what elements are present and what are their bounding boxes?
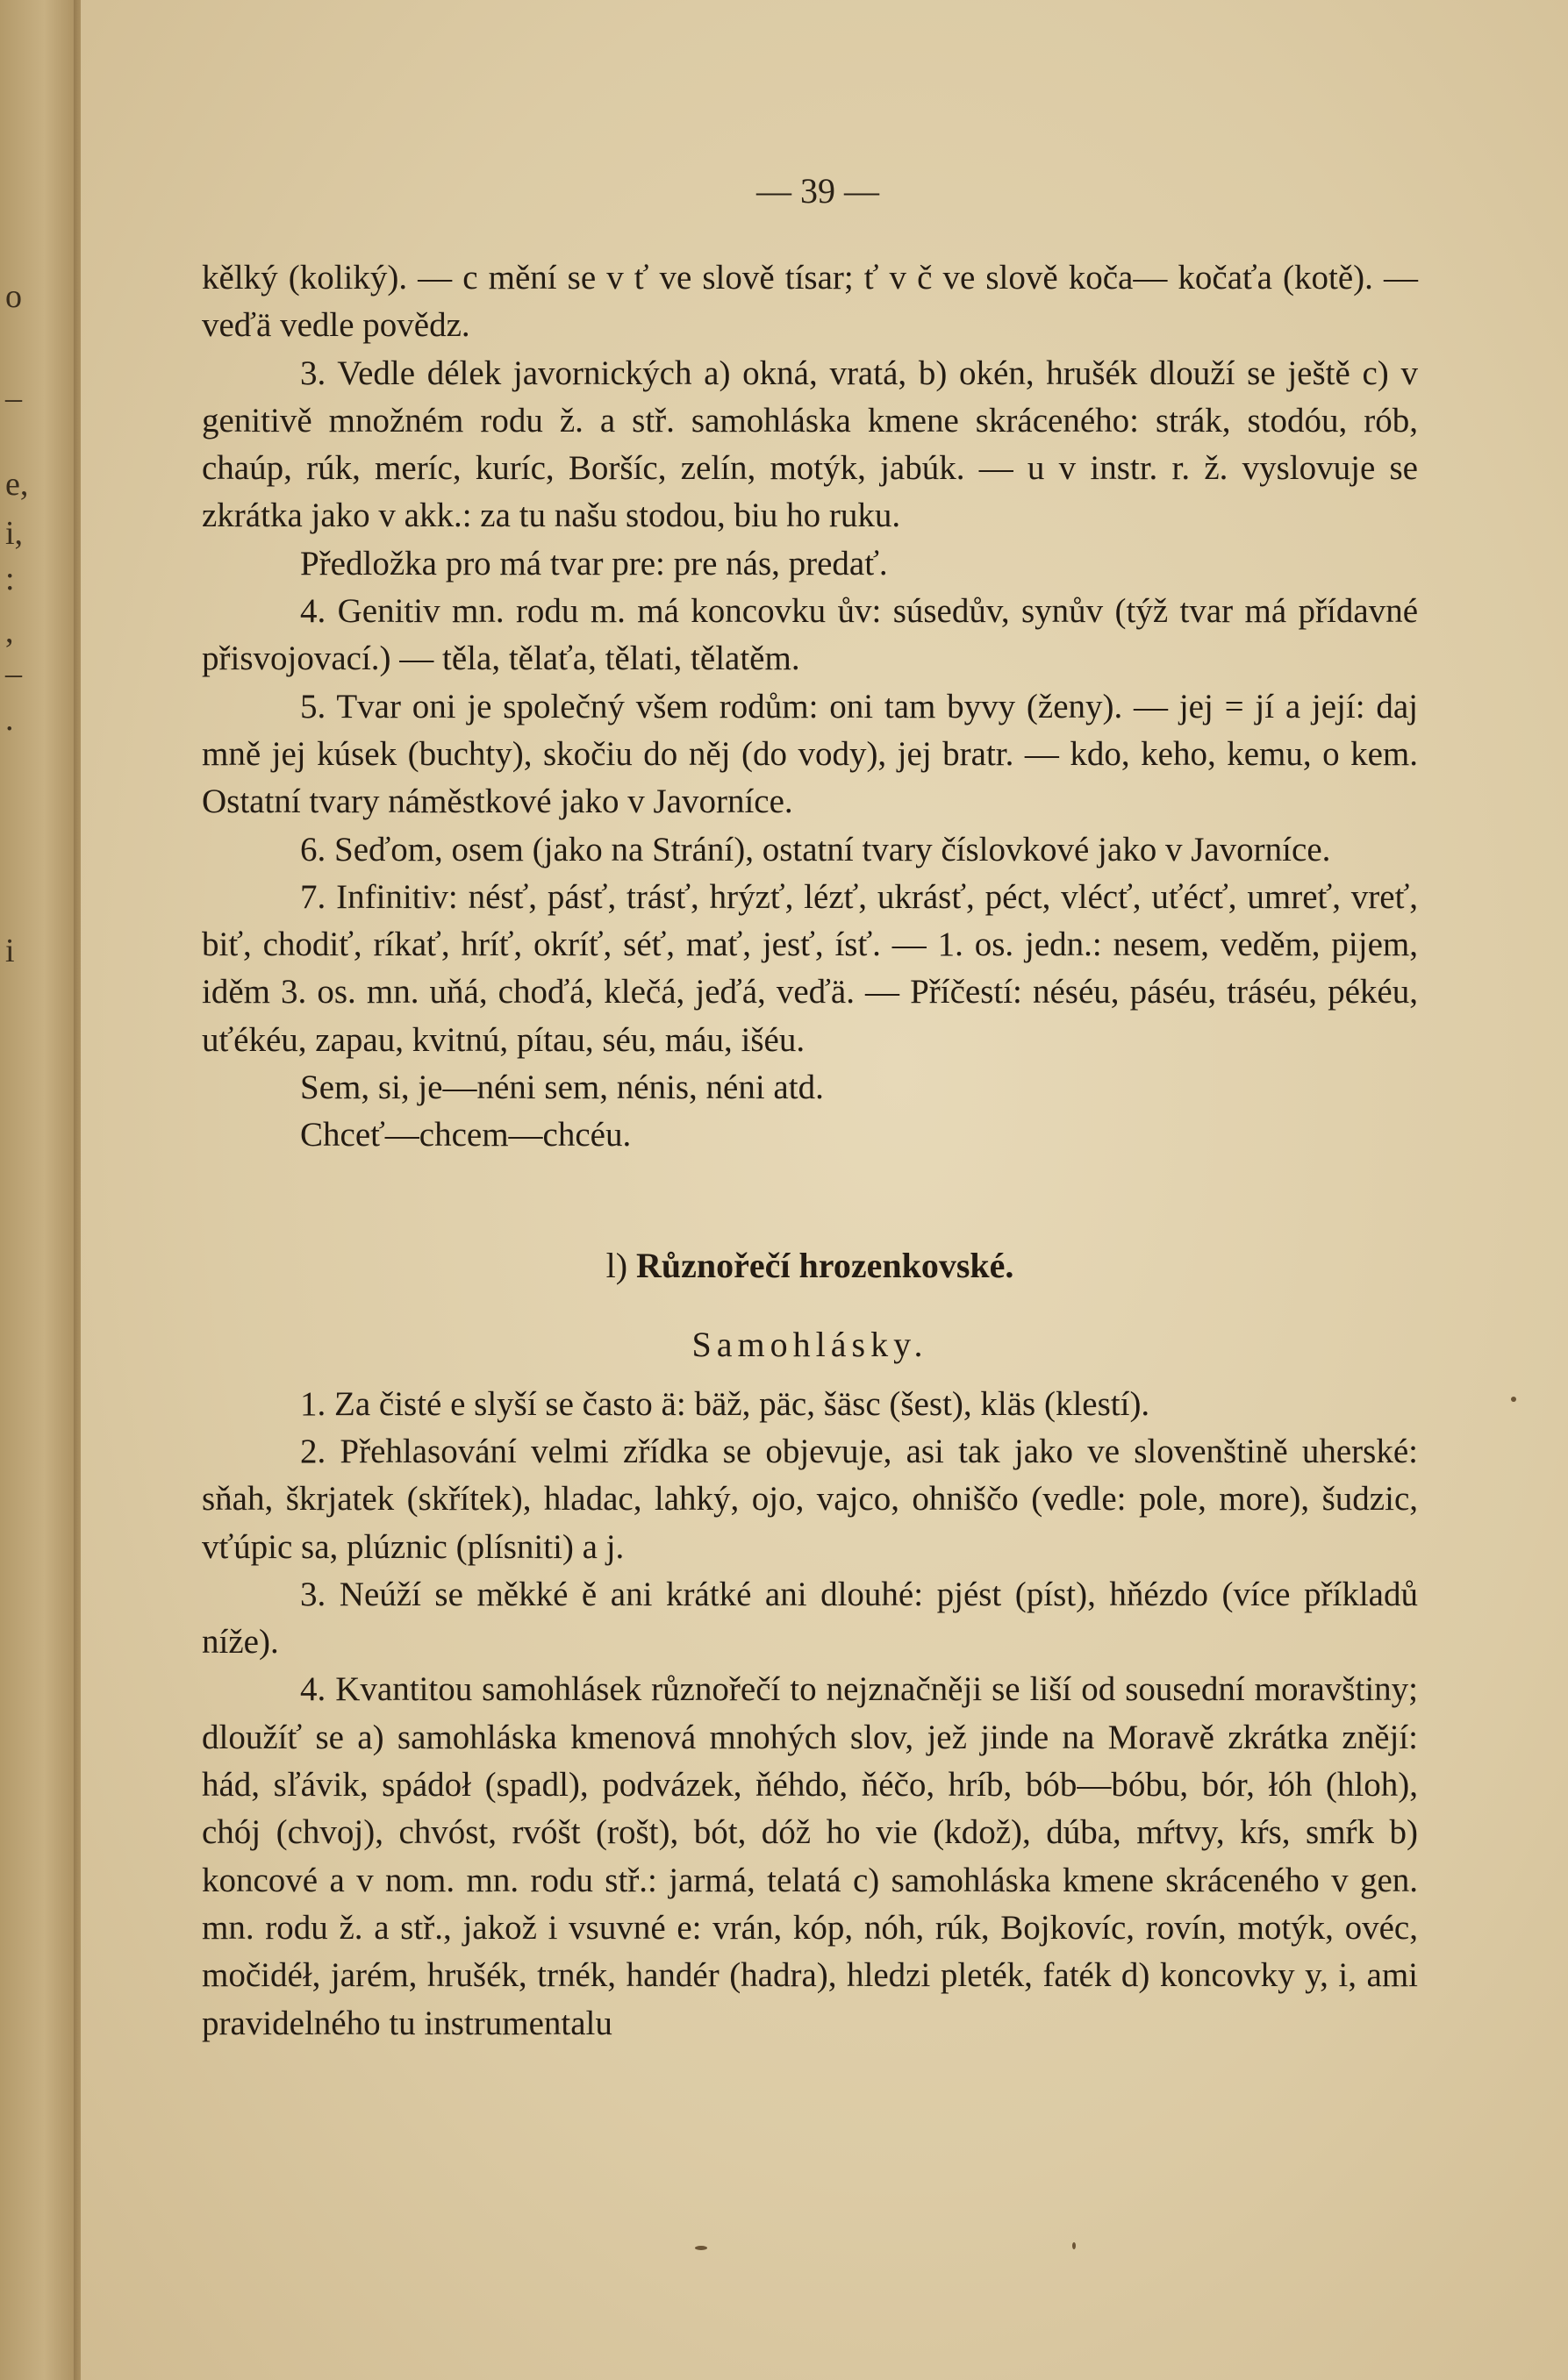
margin-fragment: i, (5, 515, 24, 552)
body-text (202, 254, 1418, 2048)
margin-fragment: i (5, 933, 15, 969)
paper-speck (1072, 2242, 1076, 2249)
section-heading (202, 1242, 1418, 1290)
book-page (81, 0, 1568, 2380)
margin-fragment: , (5, 613, 14, 650)
section-title: Různořečí hrozenkovské. (636, 1245, 1014, 1285)
paragraph: 4. Kvantitou samohlásek různořečí to nejznačněji se liší od sousední moravštiny; dloužíť se a) samohláska kmenová mnohých slov, jež jinde na Moravě zkrátka znějí: hád, sľávik, spádoł (spadl), podvázek, ňéhdo, ňéčo, hríb, bób—bóbu, bór, łóh (hloh), chój (chvoj), chvóst, rvóšt (rošt), bót, dóž ho vie (kdož), dúba, mŕtvy, kŕs, smŕk b) koncové a v nom. mn. rodu stř.: jarmá, telatá c) samohláska kmene skráceného v gen. mn. rodu ž. a stř., jakož i vsuvné e: vrán, kóp, nóh, rúk, Bojkovíc, rovín, motýk, ovéc, močidéł, jarém, hrušék, trnék, handér (hadra), hledzi pleték, faték d) koncovky y, i, ami pravidelného tu instrumentalu (202, 1670, 1418, 2042)
margin-fragment: . (5, 701, 14, 738)
paragraph: 1. Za čisté e slyší se často ä: bäž, päc, šäsc (šest), kläs (klestí). (300, 1384, 1150, 1423)
margin-fragment: : (5, 561, 15, 597)
margin-fragment: – (5, 380, 22, 417)
paragraph: 3. Vedle délek javornických a) okná, vratá, b) okén, hrušék dlouží se ještě c) v genitivě množném rodu ž. a stř. samohláska kmene skráceného: strák, stodóu, rób, chaúp, rúk, meríc, kuríc, Boršíc, zelín, motýk, jabúk. — u v instr. r. ž. vyslovuje se zkrátka jako v akk.: za tu našu stodou, biu ho ruku. (202, 354, 1418, 535)
binding-gutter (0, 0, 81, 2380)
paragraph: Chceť—chcem—chcéu. (300, 1116, 632, 1154)
paragraph: Sem, si, je—néni sem, nénis, néni atd. (300, 1068, 824, 1107)
paragraph: 2. Přehlasování velmi zřídka se objevuje, asi tak jako ve slovenštině uherské: sňah, škrjatek (skřítek), hladac, lahký, ojo, vajco, ohniščo (vedle: pole, more), šudzic, vťúpic sa, plúznic (plísniti) a j. (202, 1432, 1418, 1566)
paper-speck (695, 2246, 707, 2250)
margin-fragment: e, (5, 466, 29, 503)
section-label: l) (605, 1245, 628, 1285)
paragraph: 7. Infinitiv: nésť, pásť, trásť, hrýzť, lézť, ukrásť, péct, vlécť, uťécť, umreť, vreť, biť, chodiť, ríkať, hríť, okríť, séť, mať, jesť, ísť. — 1. os. jedn.: nesem, veděm, pijem, iděm 3. os. mn. uňá, choďá, klečá, jeďá, veďä. — Příčestí: néséu, páséu, tráséu, pékéu, uťékéu, zapau, kvitnú, pítau, séu, máu, išéu. (202, 877, 1418, 1059)
margin-fragment: – (5, 655, 22, 692)
margin-fragment: o (5, 278, 22, 315)
paper-speck (1511, 1397, 1516, 1402)
paragraph: kělký (koliký). — c mění se v ť ve slově tísar; ť v č ve slově koča— kočaťa (kotě). — veďä vedle povědz. (202, 259, 1418, 345)
paragraph: Předložka pro má tvar pre: pre nás, predať. (300, 544, 888, 582)
paragraph: 4. Genitiv mn. rodu m. má koncovku ův: súsedův, synův (týž tvar má přídavné přisvojovací.) — těla, tělaťa, tělati, tělatěm. (202, 592, 1418, 678)
paragraph: 3. Neúží se měkké ě ani krátké ani dlouhé: pjést (píst), hňézdo (více příkladů níže). (202, 1575, 1418, 1662)
paragraph: 5. Tvar oni je společný všem rodům: oni tam byvy (ženy). — jej = jí a její: daj mně jej kúsek (buchty), skočiu do něj (do vody), jej bratr. — kdo, keho, kemu, o kem. Ostatní tvary náměstkové jako v Javorníce. (202, 687, 1418, 821)
section-subheading: Samohlásky. (691, 1324, 928, 1364)
paragraph: 6. Seďom, osem (jako na Strání), ostatní tvary číslovkové jako v Javorníce. (300, 830, 1331, 868)
page-number: — 39 — (756, 171, 879, 211)
